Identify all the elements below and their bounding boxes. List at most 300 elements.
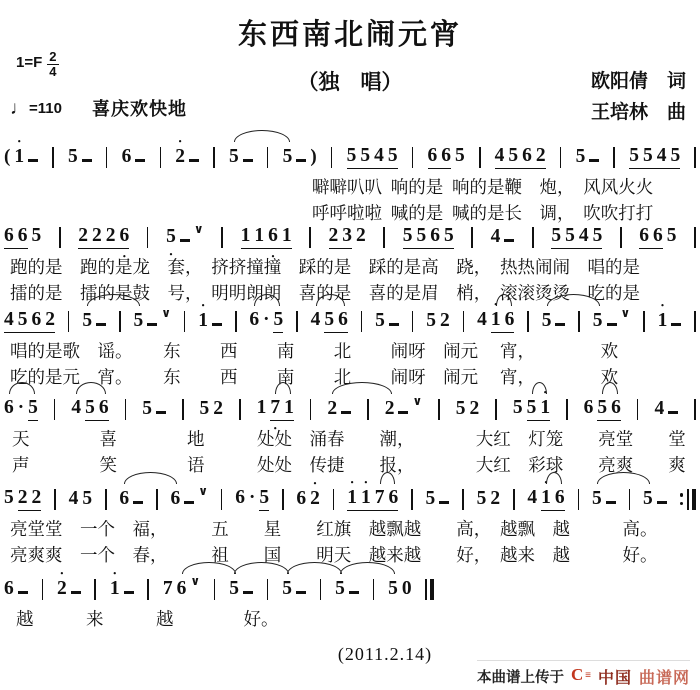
measure (4, 487, 41, 511)
note-group (329, 225, 353, 249)
slur-arc (9, 382, 35, 394)
note: 5 (402, 224, 413, 246)
duration-dash (668, 411, 678, 414)
note: 5 (455, 144, 465, 166)
barline (694, 399, 696, 420)
note: 7 • (270, 397, 280, 419)
note: • 1 (658, 310, 668, 332)
barline (239, 399, 241, 420)
barline (462, 489, 464, 510)
measure (4, 397, 38, 421)
lyrics-line: 跑的是 跑的是龙 套， 挤挤撞撞 踩的是 踩的是高 跷， 热热闹闹 唱的是 (10, 257, 640, 277)
note: 2 (327, 397, 338, 419)
measure (133, 305, 171, 332)
barline (184, 311, 186, 332)
barline (643, 311, 645, 332)
barline (479, 147, 481, 168)
duration-dash (671, 323, 681, 326)
barline (310, 399, 312, 420)
measure (375, 310, 399, 332)
barline (527, 311, 529, 332)
lyrics-line: 亮爽爽 一个 春， 祖 国 明天 越来越 好， 越来 越 好。 (10, 545, 658, 566)
duration-dash (657, 501, 667, 504)
slur-arc (546, 472, 562, 484)
note-group (78, 225, 129, 249)
barline (694, 227, 696, 248)
measure (311, 309, 348, 333)
note: 5 (282, 577, 292, 599)
measure (142, 398, 166, 420)
measure (257, 397, 294, 421)
duration-dash (589, 159, 599, 162)
note: 5 (28, 396, 38, 418)
note: 5 (526, 396, 537, 418)
note: 6 (522, 144, 532, 166)
note: 2 (91, 224, 102, 246)
note: 2 (328, 224, 339, 246)
note: • 1 (110, 578, 120, 600)
measure (592, 488, 616, 510)
note: • 1 (347, 487, 357, 509)
note: 5 • (166, 226, 176, 248)
note: 6 (4, 224, 14, 246)
barline (471, 227, 473, 248)
note: 2 (105, 224, 116, 246)
note: • 2 (57, 578, 67, 600)
measure (283, 146, 317, 168)
measure (426, 310, 450, 332)
duration-dash (212, 323, 222, 326)
note: 7 (374, 486, 385, 508)
note: 5 (476, 487, 487, 509)
slur-arc (234, 130, 290, 142)
note: 5 (592, 309, 603, 331)
composition-date: (2011.2.14) (337, 644, 433, 664)
measure (542, 310, 566, 332)
barline (367, 399, 369, 420)
barline (54, 399, 56, 420)
repeat-end-barline (680, 489, 696, 510)
measure (82, 310, 106, 332)
note: 5 (259, 486, 270, 508)
note: 6 (235, 486, 245, 508)
measure (249, 309, 283, 333)
measure (629, 145, 680, 169)
note: 5 (375, 309, 385, 331)
note: 2 (45, 308, 55, 330)
note-group (273, 309, 283, 333)
barline (125, 399, 127, 420)
note: 4 (490, 225, 501, 247)
lyrics-line: 吃的是元 宵。 东 西 南 北 闹呀 闹元 宵， 欢 (10, 367, 619, 388)
music-system-5 (4, 484, 696, 567)
note: 2 (535, 144, 546, 166)
measure (166, 221, 204, 248)
note-group (541, 487, 565, 511)
credits (591, 66, 686, 128)
barline (333, 489, 335, 510)
measure (170, 483, 208, 510)
barline (532, 227, 534, 248)
note-group (527, 397, 551, 421)
barline (495, 399, 497, 420)
slur-arc (124, 472, 177, 484)
measure (69, 488, 93, 510)
note: 2 (31, 486, 42, 508)
barline (629, 489, 631, 510)
note: 6 (31, 308, 42, 330)
note: 1 (240, 224, 251, 246)
note: 5 (199, 397, 210, 419)
note: 6 (249, 308, 260, 330)
note: 2 (440, 309, 450, 331)
notes-row (4, 306, 696, 336)
slur-arc (380, 472, 395, 484)
note: 6 (98, 396, 109, 418)
notes-row (4, 222, 696, 252)
note: 6 (338, 308, 348, 330)
note: 5 (324, 308, 335, 330)
note-group (551, 225, 602, 249)
music-system-1 (4, 142, 696, 225)
lyrics-line: 呼呼啦啦 喊的是 喊的是长 调， 吹吹打打 (312, 203, 654, 224)
note-group (491, 309, 515, 333)
duration-dash (82, 159, 92, 162)
duration-dash (504, 239, 514, 242)
duration-dash (296, 591, 306, 594)
note: 2 (356, 224, 366, 246)
tempo-marking (10, 95, 187, 121)
measure (654, 398, 678, 420)
tempo-value: =110 (29, 99, 62, 117)
music-system-3 (4, 306, 696, 389)
music-system-4 (4, 394, 696, 477)
note: 5 (512, 396, 523, 418)
note: 4 (4, 308, 14, 330)
slur-arc (340, 562, 395, 574)
note: • 1 (540, 397, 550, 419)
barline (52, 147, 54, 168)
notes-row (4, 394, 696, 424)
breath-mark: ∨ (198, 483, 208, 498)
site-name-primary: 中国 (597, 670, 632, 687)
measure (347, 145, 398, 169)
slur-arc (496, 294, 512, 306)
final-barline (425, 579, 434, 600)
duration-dash (147, 323, 157, 326)
note-group (428, 145, 452, 169)
note: 5 (142, 397, 152, 419)
slur-arc (287, 562, 342, 574)
measure (162, 573, 201, 600)
barline (566, 399, 568, 420)
note: 5 (426, 309, 436, 331)
note: • 2 (310, 488, 320, 510)
note: • 2 (175, 146, 185, 168)
measure (229, 578, 253, 600)
note: 6 (17, 224, 28, 246)
thin-bar (687, 489, 689, 510)
note: 6 (170, 487, 181, 509)
barline (147, 227, 149, 248)
duration-dash (96, 323, 106, 326)
note: 4 (656, 144, 667, 166)
note: 5 (642, 144, 653, 166)
note: 5 (82, 309, 93, 331)
duration-dash (135, 159, 145, 162)
note: 5 (31, 224, 42, 246)
site-logo-icon: C ≡ (570, 665, 591, 684)
barline (105, 489, 107, 510)
slur-arc (254, 294, 280, 306)
barline (411, 489, 413, 510)
note: 6 (653, 224, 663, 246)
barline (383, 227, 385, 248)
note: 4 (68, 487, 79, 509)
note: 5 (551, 224, 562, 246)
slur-arc (87, 294, 140, 306)
lyrics-line: 亮堂堂 一个 福， 五 星 红旗 越飘越 高， 越飘 越 高。 (10, 519, 658, 539)
barline (331, 147, 333, 168)
barline (267, 147, 269, 168)
barline (267, 579, 269, 600)
note: 4 (654, 397, 665, 419)
barline (147, 579, 149, 600)
measure (491, 226, 515, 248)
note: 5 (346, 144, 357, 166)
barline (106, 147, 108, 168)
measure (327, 398, 351, 420)
song-subtitle: （独 唱） (297, 70, 403, 94)
breath-mark: ∨ (412, 393, 423, 408)
measure (576, 146, 600, 168)
slur-arc (332, 382, 392, 394)
duration-dash (389, 323, 399, 326)
barline (213, 147, 215, 168)
note: 2 (469, 397, 480, 419)
barline (182, 399, 184, 420)
duration-dash (296, 159, 306, 162)
note: 4 (310, 308, 321, 330)
note: 5 (416, 224, 427, 246)
note: 5 (455, 397, 466, 419)
note: 2 (384, 397, 395, 419)
notes-row (4, 574, 434, 604)
barline (68, 311, 70, 332)
barline (282, 489, 284, 510)
measure (4, 578, 28, 600)
thick-bar (692, 489, 696, 510)
measure (122, 146, 146, 168)
note: 6 (296, 487, 307, 509)
measure (592, 305, 631, 332)
note: 5 (229, 577, 239, 599)
barline (373, 579, 375, 600)
duration-dash (133, 501, 143, 504)
note: 6 (554, 486, 565, 508)
key-text: 1=F (16, 53, 43, 71)
measure (110, 578, 134, 600)
measure (513, 397, 550, 421)
note-group (259, 487, 269, 511)
lyrics-line: 越 来 越 好。 (16, 609, 279, 629)
measure (527, 487, 564, 511)
note: • 1 (361, 487, 371, 509)
time-signature-denominator: 4 (49, 63, 57, 79)
duration-dash (398, 411, 408, 414)
note: 5 (643, 487, 653, 509)
measure (639, 225, 676, 249)
note-group (324, 309, 348, 333)
note: 5 (282, 145, 293, 167)
music-system-6 (4, 574, 434, 630)
note: 4 (578, 224, 589, 246)
quarter-note-icon: ♩ (10, 97, 29, 119)
time-signature-numerator: 2 (49, 49, 57, 64)
measure (198, 310, 222, 332)
note: 6 (639, 224, 649, 246)
duration-dash (607, 323, 617, 326)
duration-dash (189, 159, 199, 162)
note: 3 (342, 224, 352, 246)
note-group (4, 309, 55, 333)
key-signature (16, 48, 59, 79)
barline (320, 579, 322, 600)
barline (412, 147, 414, 168)
measure (384, 393, 423, 420)
measure (78, 225, 129, 249)
note: 5 (335, 577, 345, 599)
barline (694, 311, 696, 332)
measure (4, 225, 41, 249)
expression-text: 喜庆欢快地 (91, 99, 187, 119)
note-group (597, 397, 621, 421)
barline (438, 399, 440, 420)
measure (71, 397, 108, 421)
measure (426, 488, 450, 510)
lyrics-line: 声 笑 语 处处 传捷 报， 大红 彩球 亮爽 爽 (12, 455, 686, 476)
barline (59, 227, 61, 248)
notes-row (4, 142, 696, 172)
slur-arc (234, 562, 289, 574)
slur-arc (532, 382, 547, 394)
note: 5 (666, 224, 677, 246)
barline (119, 311, 121, 332)
measure (428, 145, 465, 169)
duration-dash (18, 591, 28, 594)
measure (329, 225, 366, 249)
augmentation-dot: · (249, 486, 256, 508)
lyrics-line: 擂的是 擂的是鼓 号， 明明朗朗 喜的是 喜的是眉 梢， 滚滚烫烫 吃的是 (10, 283, 640, 304)
note: 5 (133, 309, 144, 331)
composer-credit: 王培林 曲 (590, 102, 686, 123)
thick-bar (430, 579, 434, 600)
duration-dash (555, 323, 565, 326)
barline (42, 579, 44, 600)
lyricist-credit: 欧阳倩 词 (590, 71, 686, 92)
note: 5 (597, 396, 608, 418)
site-attribution (477, 660, 690, 688)
note: 5 (508, 144, 519, 166)
barline (694, 147, 696, 168)
breath-mark: ∨ (161, 305, 171, 320)
note: 6 (176, 577, 187, 599)
duration-dash (243, 591, 253, 594)
note: 5 (591, 487, 602, 509)
note-group (347, 487, 398, 511)
barline (578, 311, 580, 332)
slur-arc (76, 382, 106, 394)
measure (477, 309, 514, 333)
note: 5 (17, 308, 28, 330)
barline (156, 489, 158, 510)
barline (160, 147, 162, 168)
note-group (495, 145, 546, 169)
note: • 1 (541, 487, 551, 509)
note-group (85, 397, 109, 421)
note-group (4, 225, 28, 249)
note: 5 (273, 308, 284, 330)
breath-mark: ∨ (620, 305, 631, 320)
note: 6 (4, 577, 14, 599)
note: 6 • (268, 225, 278, 247)
note: 2 (490, 487, 501, 509)
measure (403, 225, 454, 249)
measure (551, 225, 602, 249)
measure (643, 488, 667, 510)
note: 5 (541, 309, 552, 331)
duration-dash (124, 591, 134, 594)
measure (658, 310, 682, 332)
note: 6 (121, 145, 132, 167)
note: 1 (281, 224, 292, 246)
duration-dash (349, 591, 359, 594)
measure (584, 397, 621, 421)
note: 5 (82, 487, 93, 509)
measure (456, 398, 480, 420)
barline (309, 227, 311, 248)
measure (477, 488, 501, 510)
barline (560, 147, 562, 168)
barline (613, 147, 615, 168)
barline (296, 311, 298, 332)
measure (241, 225, 292, 249)
note: 6 (4, 396, 14, 418)
note: • 1 (14, 146, 24, 168)
lyrics-line: 天 喜 地 处处 涌春 潮， 大红 灯笼 亮堂 堂 (12, 429, 686, 449)
duration-dash (341, 411, 351, 414)
measure (119, 488, 143, 510)
note: 4 (527, 486, 538, 508)
note: 1 (284, 396, 294, 418)
barline (361, 311, 363, 332)
note: 2 (78, 224, 88, 246)
measure (282, 578, 306, 600)
measure (495, 145, 546, 169)
lyrics-line: 噼噼叭叭 响的是 响的是鞭 炮， 风风火火 (312, 177, 654, 197)
duration-dash (180, 239, 190, 242)
note: 6 (504, 308, 515, 330)
barline (54, 489, 56, 510)
note: 6 (583, 396, 594, 418)
music-system-2 (4, 222, 696, 305)
breath-mark: ∨ (190, 573, 201, 588)
song-title: 东西南北闹元宵 (237, 19, 462, 51)
duration-dash (71, 591, 81, 594)
note: 5 (387, 144, 398, 166)
measure (200, 398, 224, 420)
augmentation-dot: · (263, 308, 270, 330)
